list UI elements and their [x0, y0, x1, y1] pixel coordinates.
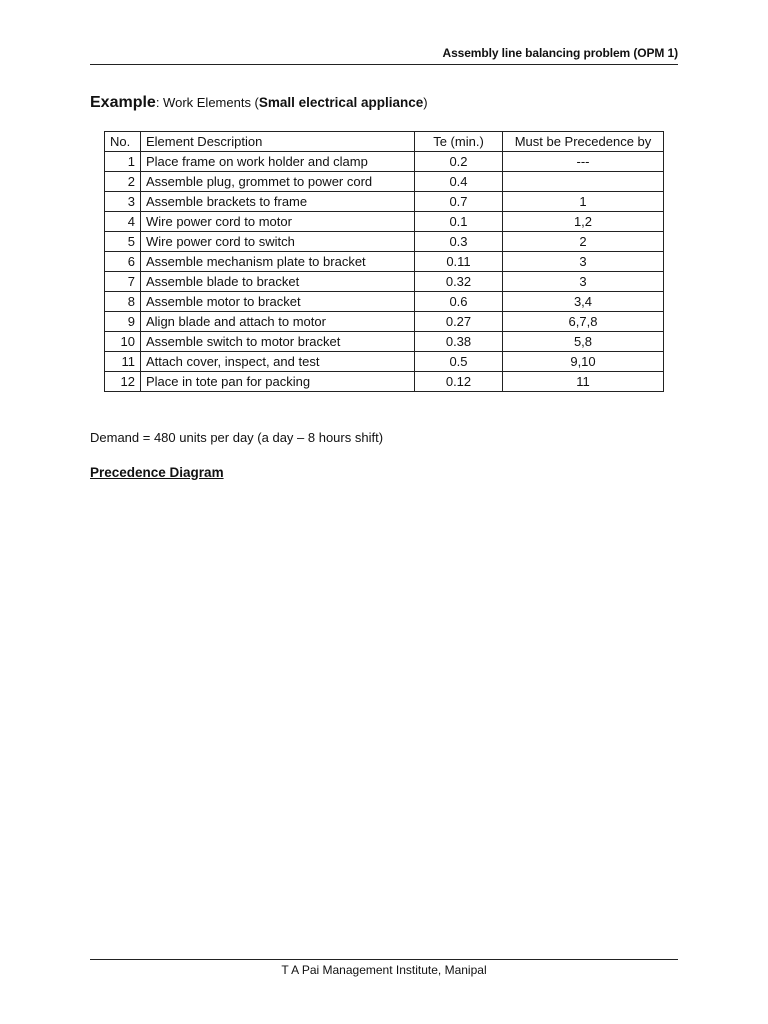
cell-no: 4 [105, 212, 141, 232]
cell-te: 0.32 [415, 272, 503, 292]
appliance-label: Small electrical appliance [258, 95, 424, 110]
table-row [105, 332, 664, 352]
example-label: Example [90, 94, 156, 111]
cell-te: 0.5 [415, 352, 503, 372]
cell-te: 0.11 [415, 252, 503, 272]
cell-description: Assemble motor to bracket [141, 292, 415, 312]
example-colon: : [155, 95, 160, 110]
cell-no: 2 [105, 172, 141, 192]
cell-no: 9 [105, 312, 141, 332]
cell-precedence: 5,8 [503, 332, 664, 352]
table-body [105, 152, 664, 392]
cell-description: Assemble switch to motor bracket [141, 332, 415, 352]
cell-precedence: 11 [503, 372, 664, 392]
cell-precedence: 3 [503, 252, 664, 272]
table-header-row [105, 132, 664, 152]
cell-te: 0.1 [415, 212, 503, 232]
column-header-te: Te (min.) [415, 132, 503, 152]
cell-precedence: 1 [503, 192, 664, 212]
cell-no: 1 [105, 152, 141, 172]
cell-precedence: 9,10 [503, 352, 664, 372]
cell-description: Assemble plug, grommet to power cord [141, 172, 415, 192]
example-heading [90, 94, 428, 112]
cell-description: Wire power cord to motor [141, 212, 415, 232]
table-row [105, 152, 664, 172]
table-row [105, 352, 664, 372]
cell-description: Align blade and attach to motor [141, 312, 415, 332]
column-header-precedence: Must be Precedence by [503, 132, 664, 152]
cell-te: 0.27 [415, 312, 503, 332]
cell-no: 11 [105, 352, 141, 372]
cell-description: Attach cover, inspect, and test [141, 352, 415, 372]
header-title: Assembly line balancing problem (OPM 1) [442, 46, 678, 60]
precedence-diagram-heading: Precedence Diagram [90, 465, 224, 480]
table-row [105, 192, 664, 212]
cell-precedence: --- [503, 152, 664, 172]
cell-te: 0.4 [415, 172, 503, 192]
page-header [90, 44, 678, 65]
cell-te: 0.6 [415, 292, 503, 312]
cell-precedence: 3,4 [503, 292, 664, 312]
table-row [105, 272, 664, 292]
cell-no: 10 [105, 332, 141, 352]
cell-te: 0.2 [415, 152, 503, 172]
cell-te: 0.38 [415, 332, 503, 352]
table-row [105, 172, 664, 192]
cell-description: Assemble brackets to frame [141, 192, 415, 212]
table-row [105, 312, 664, 332]
table-row [105, 212, 664, 232]
cell-precedence: 1,2 [503, 212, 664, 232]
page-footer: T A Pai Management Institute, Manipal [90, 959, 678, 977]
table-row [105, 252, 664, 272]
heading-close-paren: ) [423, 95, 428, 110]
column-header-description: Element Description [141, 132, 415, 152]
cell-description: Place frame on work holder and clamp [141, 152, 415, 172]
cell-precedence: 3 [503, 272, 664, 292]
cell-no: 8 [105, 292, 141, 312]
cell-description: Wire power cord to switch [141, 232, 415, 252]
table-row [105, 292, 664, 312]
cell-no: 7 [105, 272, 141, 292]
cell-description: Place in tote pan for packing [141, 372, 415, 392]
cell-te: 0.3 [415, 232, 503, 252]
cell-precedence: 2 [503, 232, 664, 252]
work-elements-table [104, 131, 664, 392]
table-row [105, 372, 664, 392]
table-row [105, 232, 664, 252]
cell-description: Assemble blade to bracket [141, 272, 415, 292]
demand-text: Demand = 480 units per day (a day – 8 hours shift) [90, 430, 384, 445]
cell-description: Assemble mechanism plate to bracket [141, 252, 415, 272]
column-header-no: No. [105, 132, 141, 152]
cell-no: 3 [105, 192, 141, 212]
cell-precedence [503, 172, 664, 192]
cell-no: 12 [105, 372, 141, 392]
cell-te: 0.12 [415, 372, 503, 392]
work-elements-label: Work Elements ( [159, 95, 259, 110]
cell-te: 0.7 [415, 192, 503, 212]
cell-no: 5 [105, 232, 141, 252]
cell-no: 6 [105, 252, 141, 272]
cell-precedence: 6,7,8 [503, 312, 664, 332]
